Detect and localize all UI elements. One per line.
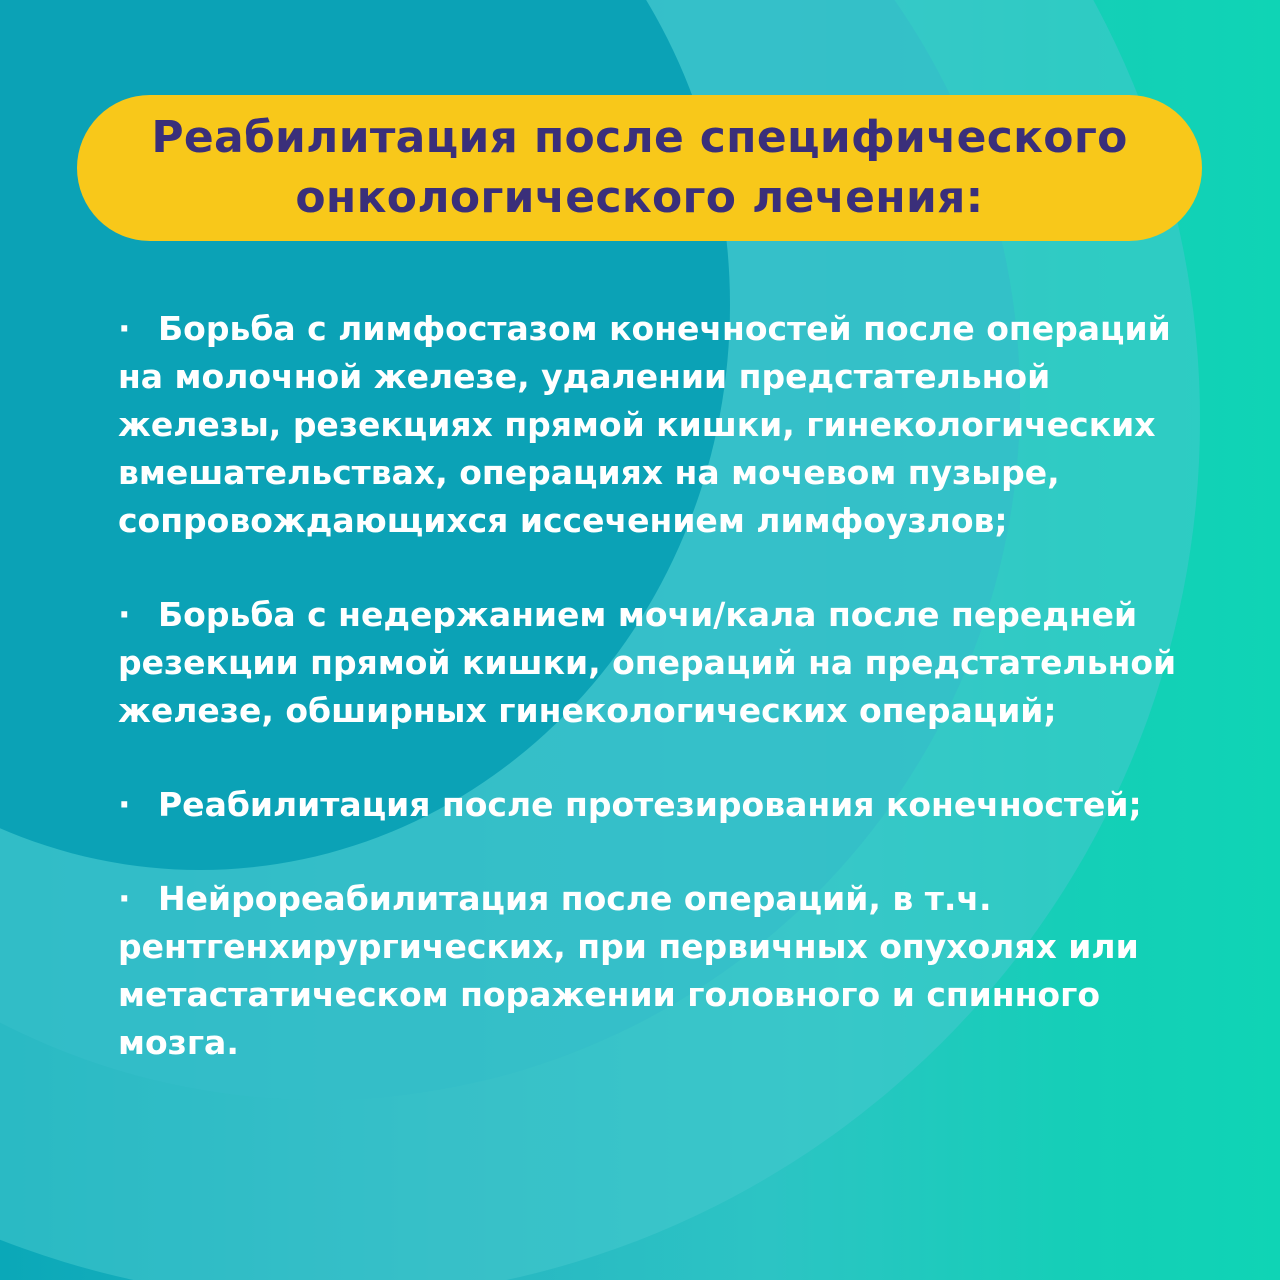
list-item: [118, 305, 1198, 545]
list-item: [118, 591, 1198, 735]
bullet-icon: ·: [118, 309, 131, 348]
list-item: [118, 781, 1198, 829]
list-item-text: Борьба с лимфостазом конечностей после операций на молочной железе, удалении предстательной железы, резекциях прямой кишки, гинекологических вмешательствах, операциях на мочевом пузыре, сопровождающихся иссечением лимфоузлов;: [118, 309, 1171, 540]
list-item-text: Борьба с недержанием мочи/кала после передней резекции прямой кишки, операций на предстательной железе, обширных гинекологических операций;: [118, 595, 1177, 730]
page-title: Реабилитация после специфического онкологического лечения:: [151, 112, 1128, 223]
title-banner: [77, 95, 1202, 241]
list-item-text: Реабилитация после протезирования конечностей;: [158, 785, 1142, 824]
bullet-icon: ·: [118, 785, 131, 824]
bullet-icon: ·: [118, 879, 131, 918]
rehab-list: [118, 305, 1198, 1113]
bullet-icon: ·: [118, 595, 131, 634]
list-item-text: Нейрореабилитация после операций, в т.ч. рентгенхирургических, при первичных опухолях или метастатическом поражении головного и спинного мозга.: [118, 879, 1139, 1062]
list-item: [118, 875, 1198, 1067]
